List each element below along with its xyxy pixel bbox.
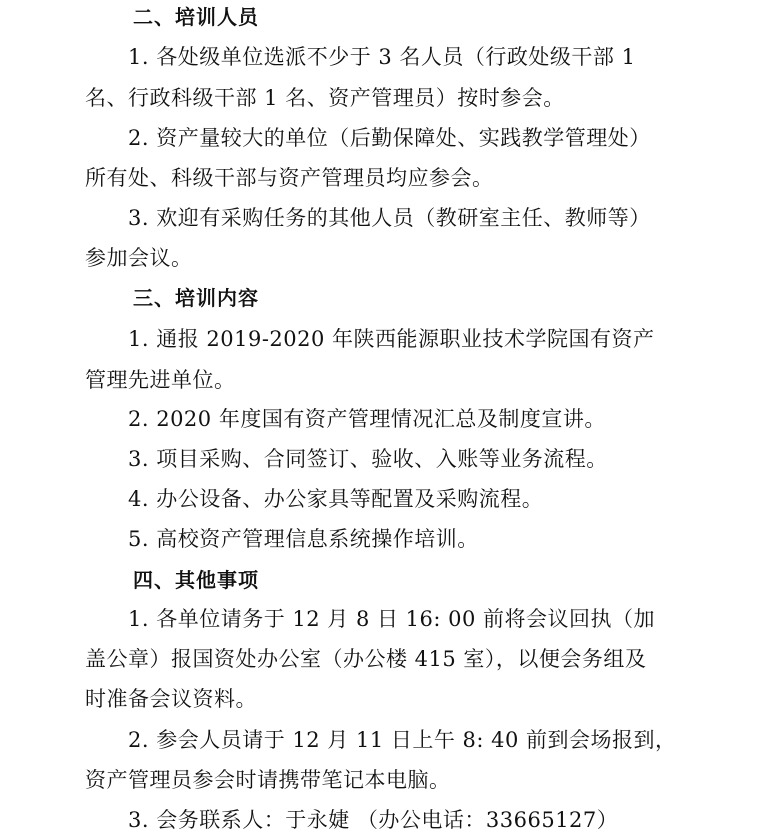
section-heading-personnel: 二、培训人员 (133, 5, 259, 29)
personnel-item-3-line-2: 参加会议。 (85, 246, 193, 270)
content-item-4: 4. 办公设备、办公家具等配置及采购流程。 (128, 487, 544, 511)
content-item-2: 2. 2020 年度国有资产管理情况汇总及制度宣讲。 (128, 407, 606, 431)
other-item-3-contact: 3. 会务联系人：于永婕 （办公电话：33665127） (128, 808, 619, 832)
section-heading-content: 三、培训内容 (133, 286, 259, 310)
content-item-1-line-2: 管理先进单位。 (85, 368, 236, 392)
content-item-5: 5. 高校资产管理信息系统操作培训。 (128, 527, 479, 551)
content-item-3: 3. 项目采购、合同签订、验收、入账等业务流程。 (128, 447, 608, 471)
personnel-item-1-line-1: 1. 各处级单位选派不少于 3 名人员（行政处级干部 1 (128, 45, 636, 69)
section-heading-other-matters: 四、其他事项 (133, 568, 259, 592)
other-item-1-line-2: 盖公章）报国资处办公室（办公楼 415 室），以便会务组及 (85, 647, 647, 671)
other-item-2-line-1: 2. 参会人员请于 12 月 11 日上午 8: 40 前到会场报到， (128, 728, 677, 752)
content-item-1-line-1: 1. 通报 2019-2020 年陕西能源职业技术学院国有资产 (128, 327, 655, 351)
personnel-item-3-line-1: 3. 欢迎有采购任务的其他人员（教研室主任、教师等） (128, 206, 651, 230)
personnel-item-1-line-2: 名、行政科级干部 1 名、资产管理员）按时参会。 (85, 86, 565, 110)
personnel-item-2-line-2: 所有处、科级干部与资产管理员均应参会。 (85, 166, 494, 190)
other-item-1-line-1: 1. 各单位请务于 12 月 8 日 16: 00 前将会议回执（加 (128, 607, 656, 631)
personnel-item-2-line-1: 2. 资产量较大的单位（后勤保障处、实践教学管理处） (128, 126, 651, 150)
other-item-1-line-3: 时准备会议资料。 (85, 687, 257, 711)
other-item-2-line-2: 资产管理员参会时请携带笔记本电脑。 (85, 768, 451, 792)
